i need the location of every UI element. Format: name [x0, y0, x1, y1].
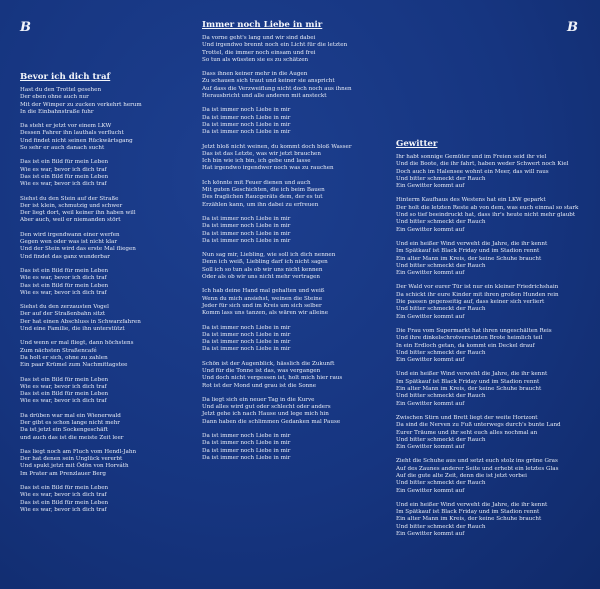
- lyric-line: Der hat einen Abschluss in Schwarzfahren: [20, 318, 141, 325]
- lyric-line: Das ist ein Bild für mein Leben: [20, 376, 109, 383]
- lyric-line: Ein Gewitter kommt auf: [396, 313, 465, 320]
- stanza: [20, 377, 190, 406]
- lyric-line: Ein Gewitter kommt auf: [396, 357, 465, 364]
- lyric-line: Und bitter schmeckt der Rauch: [396, 219, 486, 226]
- lyric-line: Eurer Träume und ihr seht euch alles nochmal an: [396, 429, 538, 436]
- lyric-line: Zwischen Stirn und Brett liegt der weite Horizont: [396, 414, 538, 421]
- stanza: [202, 180, 377, 209]
- lyric-line: Im Spätkauf ist Black Friday und im Stadion rennt: [396, 248, 540, 255]
- lyric-line: Da ist immer noch Liebe in mir: [202, 215, 291, 222]
- lyric-line: Und ihre dinkelschrotversetzten Brote heimlich teil: [396, 335, 543, 342]
- lyric-line: Da ist immer noch Liebe in mir: [202, 129, 291, 136]
- lyric-line: Nun sag mir, Liebling, wie soll ich dich nennen: [202, 252, 336, 259]
- lyric-line: Da ist immer noch Liebe in mir: [202, 346, 291, 353]
- lyric-line: Der hat denen sein Unglück vererbt: [20, 456, 123, 463]
- lyric-line: Ein Gewitter kommt auf: [396, 487, 465, 494]
- stanza: [202, 361, 377, 390]
- lyric-line: Und bitter schmeckt der Rauch: [396, 306, 486, 313]
- lyric-line: Da ist immer noch Liebe in mir: [202, 454, 291, 461]
- lyric-line: Und wenn er mal fliegt, dann höchstens: [20, 340, 134, 347]
- lyric-line: Hast du den Trottel gesehen: [20, 87, 102, 93]
- lyric-line: Da sind die Nerven zu Fuß unterwegs durch's bunte Land: [396, 422, 561, 429]
- lyric-line: Da ist immer noch Liebe in mir: [202, 331, 291, 338]
- stanza: [202, 397, 377, 426]
- lyric-line: Jetzt gehe ich nach Hause und lege mich hin: [202, 411, 329, 418]
- lyric-line: Der gibt es schon lange nicht mehr: [20, 419, 120, 426]
- lyrics: [20, 87, 190, 514]
- stanza: [202, 252, 377, 281]
- lyric-line: Trottel, die immer noch einsam und frei: [202, 49, 316, 56]
- lyric-line: Im Spätkauf ist Black Friday und im Stadion rennt: [396, 509, 540, 516]
- lyrics: [202, 35, 377, 462]
- lyric-line: Wie es war, bevor ich dich traf: [20, 181, 107, 188]
- lyric-line: Wie es war, bevor ich dich traf: [20, 275, 107, 282]
- lyric-line: Dass ihnen keiner mehr in die Augen: [202, 71, 308, 78]
- lyric-line: Hinterm Kaufhaus des Westens hat ein LKW geparkt: [396, 197, 546, 204]
- lyric-line: Ich bin wie ich bin, ich gebe und lasse: [202, 158, 311, 165]
- lyric-line: Das ist ein Bild für mein Leben: [20, 267, 109, 274]
- lyric-line: Ein Gewitter kommt auf: [396, 531, 465, 538]
- lyric-line: Ein paar Krümel zum Nachmittagstee: [20, 362, 128, 369]
- lyric-line: In die Einbahnstraße fuhr: [20, 108, 94, 115]
- lyric-line: Da ist immer noch Liebe in mir: [202, 121, 291, 128]
- song-title: Immer noch Liebe in mir: [202, 20, 323, 30]
- stanza: [396, 458, 586, 494]
- stanza: [20, 413, 190, 442]
- lyric-line: Jeder für sich und im Kreis um sich selber: [202, 302, 322, 309]
- stanza: [202, 71, 377, 100]
- lyric-line: Ein Gewitter kommt auf: [396, 270, 465, 277]
- lyric-line: Und ein heißer Wind verweht die Jahre, die ihr kennt: [396, 501, 548, 508]
- lyric-line: Und die Boote, die ihr fahrt, haben weder Schwert noch Kiel: [396, 161, 569, 168]
- lyric-line: Der ist klein, schmutzig und schwer: [20, 202, 123, 209]
- lyric-line: Da ist immer noch Liebe in mir: [202, 324, 291, 331]
- lyric-line: Das ist ein Bild für mein Leben: [20, 485, 109, 492]
- lyric-line: Ein Gewitter kommt auf: [396, 400, 465, 407]
- lyric-line: Auf des Zaunes anderer Seite und erhebt ein letztes Glas: [396, 465, 559, 472]
- song-column-2: [202, 20, 377, 469]
- lyric-line: Und so tief beeindruckt hat, dass ihr's heute nicht mehr glaubt: [396, 212, 576, 219]
- stanza: [396, 154, 586, 190]
- lyric-line: Ich hab deine Hand mal gehalten und weiß: [202, 288, 325, 295]
- lyric-line: Da ist immer noch Liebe in mir: [202, 440, 291, 447]
- lyric-line: Und doch nicht vergessen ist, holt mich hier raus: [202, 375, 343, 382]
- lyric-line: Da ist immer noch Liebe in mir: [202, 447, 291, 454]
- lyric-line: Und alles wird gut oder schlecht oder anders: [202, 404, 331, 411]
- lyrics: [396, 154, 586, 538]
- lyric-line: Denn ich weiß, Liebling darf ich nicht sagen: [202, 259, 328, 266]
- lyric-line: Rot ist der Mond und grau ist die Sonne: [202, 382, 317, 389]
- song-column-3: [396, 139, 586, 545]
- lyric-line: Und findet nicht seinen Rückwärtsgang: [20, 137, 133, 144]
- lyric-line: So sehr er auch danach sucht: [20, 145, 105, 152]
- stanza: [20, 232, 190, 261]
- stanza: [20, 123, 190, 152]
- lyric-line: Und der Stein wird das erste Mal fliegen: [20, 246, 136, 253]
- stanza: [202, 288, 377, 317]
- lyric-line: Und ein heißer Wind verweht die Jahre, die ihr kennt: [396, 371, 548, 378]
- lyric-line: Die passen gegenseitig auf, dass keiner sich verliert: [396, 299, 545, 306]
- stanza: [20, 449, 190, 478]
- stanza: [396, 284, 586, 320]
- lyric-line: Der eben ohne auch nur: [20, 94, 89, 101]
- stanza: [20, 340, 190, 369]
- lyric-line: Mit guten Geschichten, die ich beim Bauen: [202, 187, 325, 194]
- lyric-line: Wie es war, bevor ich dich traf: [20, 506, 107, 513]
- lyric-line: Wie es war, bevor ich dich traf: [20, 492, 107, 499]
- song-title: Bevor ich dich traf: [20, 72, 111, 82]
- lyric-line: Siehst du den Stein auf der Straße: [20, 195, 119, 202]
- stanza: [20, 87, 190, 116]
- lyric-line: Da ist immer noch Liebe in mir: [202, 433, 291, 440]
- lyric-line: Da ist immer noch Liebe in mir: [202, 223, 291, 230]
- lyric-line: Die Frau vom Supermarkt hat ihren ungeschälten Reis: [396, 327, 552, 334]
- lyric-line: Und bitter schmeckt der Rauch: [396, 480, 486, 487]
- lyric-line: Wie es war, bevor ich dich traf: [20, 398, 107, 405]
- lyric-line: Da ist immer noch Liebe in mir: [202, 230, 291, 237]
- lyric-line: Der Wald vor eurer Tür ist nur ein kleiner Friedrichshain: [396, 284, 559, 291]
- lyric-line: Das ist ein Bild für mein Leben: [20, 159, 109, 166]
- lyric-line: In ein Erdloch getan, da kommt ein Deckel drauf: [396, 342, 535, 349]
- lyric-line: Ein Gewitter kommt auf: [396, 444, 465, 451]
- stanza: [396, 197, 586, 233]
- lyric-line: Wie es war, bevor ich dich traf: [20, 383, 107, 390]
- stanza: [396, 502, 586, 538]
- lyric-line: Zieht die Schuhe aus und setzt euch stolz ins grüne Gras: [396, 458, 558, 465]
- lyric-line: Da drüben war mal ein Wienerwald: [20, 412, 121, 419]
- lyric-line: Im Spätkauf ist Black Friday und im Stadion rennt: [396, 378, 540, 385]
- lyric-line: Erzählen kann, um ihn dabei zu erfreuen: [202, 201, 319, 208]
- stanza: [20, 485, 190, 514]
- lyric-line: Da steht er jetzt vor einem LKW: [20, 123, 112, 130]
- stanza: [20, 196, 190, 225]
- stanza: [396, 371, 586, 407]
- lyric-line: Des fraglichen Raucgeräts dem, der es tut: [202, 194, 323, 201]
- lyric-line: Dessen Fahrer ihn lauthals verflucht: [20, 130, 124, 137]
- lyric-line: Und irgendwo brennt noch ein Licht für die letzten: [202, 42, 348, 49]
- lyric-line: Zu schauen sich traut und keiner sie anspricht: [202, 78, 335, 85]
- lyric-line: Siehst du den zerzausten Vogel: [20, 304, 109, 311]
- lyric-line: Jetzt bloß nicht weinen, du kommt doch bloß Wasser: [202, 143, 352, 150]
- lyric-line: Im Prater am Prenzlauer Berg: [20, 470, 106, 477]
- lyric-line: Mit der Wimper zu zucken verkehrt herum: [20, 101, 142, 108]
- side-letter-right: B: [567, 20, 578, 35]
- lyric-line: Da vorne geht's lang und wir sind dabei: [202, 35, 316, 41]
- lyric-line: Das ist ein Bild für mein Leben: [20, 173, 109, 180]
- stanza: [396, 415, 586, 451]
- lyric-line: Doch auch im Halensee wohnt ein Meer, das will raus: [396, 168, 549, 175]
- stanza: [202, 144, 377, 173]
- lyric-line: Und für die Tonne ist das, was vergangen: [202, 367, 321, 374]
- lyric-line: Da ist immer noch Liebe in mir: [202, 114, 291, 121]
- lyric-line: Da ist jetzt ein Sockengeschäft: [20, 427, 108, 434]
- lyric-line: Schön ist der Augenblick, hässlich die Zukunft: [202, 360, 335, 367]
- lyric-line: Ein alter Mann im Kreis, der keine Schuhe braucht: [396, 516, 542, 523]
- side-letter: B: [20, 20, 31, 35]
- stanza: [202, 325, 377, 354]
- lyric-line: Der liegt dort, weil keiner ihn haben will: [20, 210, 136, 217]
- lyric-line: Und spukt jetzt mit Ödön von Horváth: [20, 463, 129, 470]
- lyric-line: Das ist ein Bild für mein Leben: [20, 391, 109, 398]
- lyric-line: Gegen wen oder was ist nicht klar: [20, 239, 118, 246]
- lyric-line: Hat irgendwo irgendwer noch was zu rauchen: [202, 165, 334, 172]
- lyric-line: Wenn du mich ansiehst, weinen die Steine: [202, 295, 323, 302]
- lyric-line: Ein alter Mann im Kreis, der keine Schuhe braucht: [396, 255, 542, 262]
- lyric-line: Ich könnte mit Feuer dienen und auch: [202, 179, 311, 186]
- lyric-line: Ein Gewitter kommt auf: [396, 226, 465, 233]
- stanza: [20, 159, 190, 188]
- lyric-line: Soll ich so tun als ob wir uns nicht kennen: [202, 266, 323, 273]
- stanza: [20, 304, 190, 333]
- lyric-line: Ihr habt sonnige Gemüter und im Freien seid ihr viel: [396, 154, 547, 160]
- song-title: Gewitter: [396, 139, 438, 149]
- lyric-line: Der auf der Straßenbahn sitzt: [20, 311, 106, 318]
- lyric-line: Das liegt noch am Fluch vom Hendl-Jahn: [20, 448, 137, 455]
- lyric-line: Und bitter schmeckt der Rauch: [396, 523, 486, 530]
- song-column-1: [20, 72, 190, 521]
- lyric-line: Komm lass uns tanzen, als wären wir alleine: [202, 310, 329, 317]
- lyric-line: Herausbricht und alle anderen mit ansteckt: [202, 93, 327, 100]
- lyric-line: Da schickt ihr eure Kinder mit ihren großen Hunden rein: [396, 291, 559, 298]
- lyric-line: Und eine Familie, die ihn unterstützt: [20, 326, 125, 333]
- stanza: [202, 216, 377, 245]
- lyric-line: Und bitter schmeckt der Rauch: [396, 262, 486, 269]
- stanza: [202, 433, 377, 462]
- lyric-line: Da holt er sich, ohne zu zahlen: [20, 354, 108, 361]
- lyric-line: Da ist immer noch Liebe in mir: [202, 339, 291, 346]
- lyric-line: Wie es war, bevor ich dich traf: [20, 289, 107, 296]
- lyric-line: Und findet das ganz wunderbar: [20, 253, 110, 260]
- lyric-line: Und bitter schmeckt der Rauch: [396, 393, 486, 400]
- lyric-line: Dann haben die schlimmen Gedanken mal Pause: [202, 418, 341, 425]
- lyric-line: Das ist ein Bild für mein Leben: [20, 282, 109, 289]
- lyric-line: Da ist immer noch Liebe in mir: [202, 107, 291, 114]
- lyric-line: Da ist immer noch Liebe in mir: [202, 237, 291, 244]
- lyric-line: Den wird irgendwann einer werfen: [20, 231, 120, 238]
- stanza: [396, 328, 586, 364]
- lyric-line: Und bitter schmeckt der Rauch: [396, 349, 486, 356]
- lyric-line: Auf die gute alte Zeit, denn die ist jetzt vorbei: [396, 472, 527, 479]
- stanza: [202, 107, 377, 136]
- stanza: [202, 35, 377, 64]
- lyric-line: Oder als ob wir uns nicht mehr vertragen: [202, 274, 321, 281]
- lyric-line: Und bitter schmeckt der Rauch: [396, 436, 486, 443]
- lyric-line: Wie es war, bevor ich dich traf: [20, 166, 107, 173]
- stanza: [396, 241, 586, 277]
- lyric-line: Aber auch, weil er niemanden stört: [20, 217, 121, 224]
- lyric-line: Zum nächsten Straßencafé: [20, 347, 97, 354]
- lyric-line: Und bitter schmeckt der Rauch: [396, 175, 486, 182]
- lyric-line: Das ist ein Bild für mein Leben: [20, 499, 109, 506]
- lyric-line: Und ein heißer Wind verweht die Jahre, die ihr kennt: [396, 240, 548, 247]
- lyric-line: Das ist das Letzte, was wir jetzt brauchen: [202, 150, 321, 157]
- lyric-line: Da liegt sich ein neuer Tag in die Kurve: [202, 396, 315, 403]
- lyric-line: Ein Gewitter kommt auf: [396, 183, 465, 190]
- lyric-line: Der holt die letzten Reste ab von dem, was euch einmal so stark: [396, 204, 579, 211]
- lyric-line: Auf dass die Verzweiflung nicht doch noch aus ihnen: [202, 85, 352, 92]
- lyric-line: Ein alter Mann im Kreis, der keine Schuhe braucht: [396, 386, 542, 393]
- lyric-line: und auch das ist die meiste Zeit leer: [20, 434, 124, 441]
- stanza: [20, 268, 190, 297]
- lyric-line: So tun als wüssten sie es zu schätzen: [202, 56, 309, 63]
